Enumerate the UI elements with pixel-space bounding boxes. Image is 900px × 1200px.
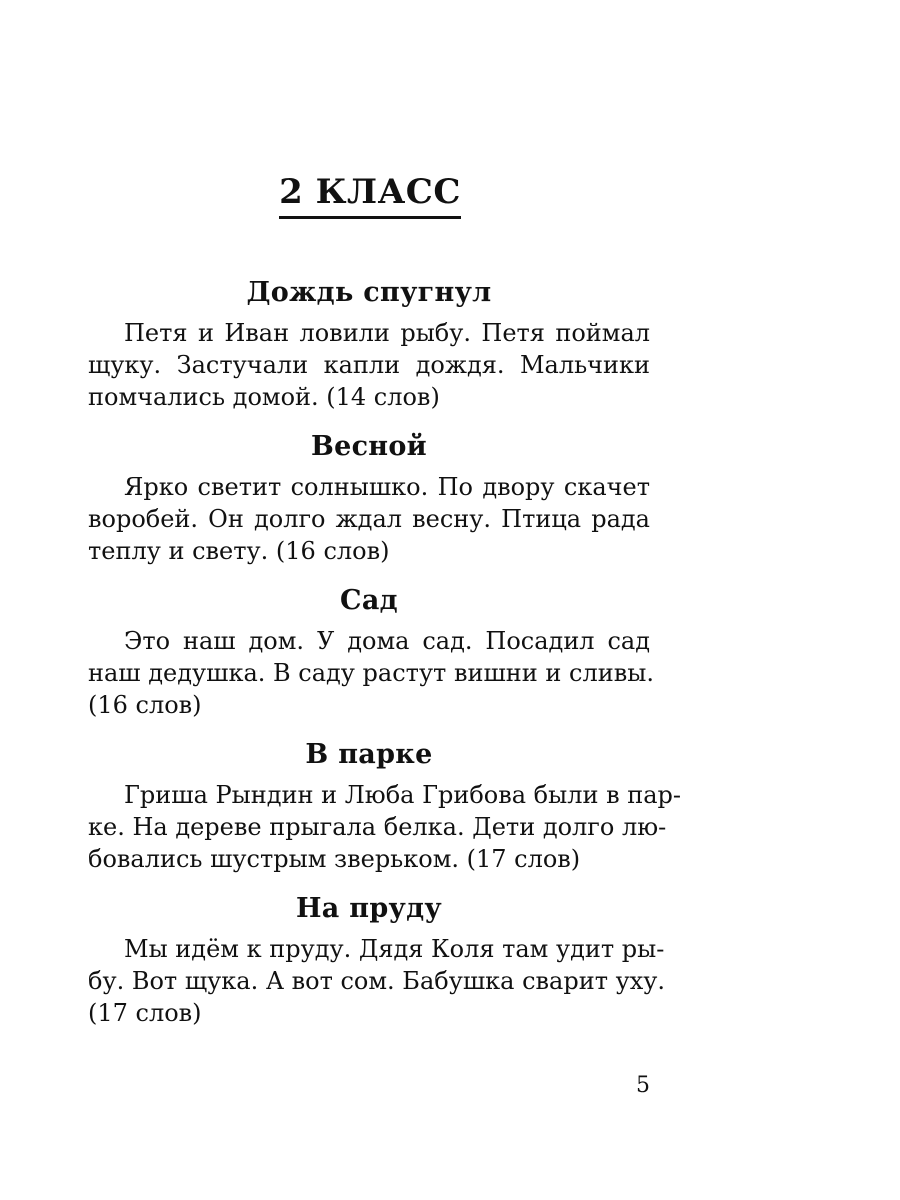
text-line: теплу и свету. (16 слов) [88, 537, 390, 565]
page-content [88, 275, 682, 1045]
text-line: Это наш дом. У дома сад. Посадил сад [124, 627, 650, 655]
page-number: 5 [636, 1073, 650, 1098]
section-sad [88, 583, 654, 721]
text-line: бовались шустрым зверьком. (17 слов) [88, 845, 581, 873]
section-text [88, 933, 666, 1029]
text-line: Мы идём к пруду. Дядя Коля там удит ры- [124, 935, 665, 963]
text-line: (16 слов) [88, 691, 202, 719]
section-vesnoy [88, 429, 650, 567]
section-text [88, 471, 650, 567]
section-title: Весной [310, 431, 428, 462]
text-line: ке. На дереве прыгала белка. Дети долго лю- [88, 813, 667, 841]
section-v-parke [88, 737, 682, 875]
text-line: щуку. Застучали капли дождя. Мальчики [88, 351, 650, 379]
section-text [88, 779, 682, 875]
section-text [88, 317, 650, 413]
text-line: воробей. Он долго ждал весну. Птица рада [88, 505, 650, 533]
section-dozhd-spugnul [88, 275, 650, 413]
text-line: Гриша Рындин и Люба Грибова были в пар- [124, 781, 682, 809]
section-title: Дождь спугнул [246, 277, 492, 308]
chapter-title [0, 172, 740, 219]
chapter-title-text: 2 КЛАСС [279, 172, 461, 219]
text-line: Ярко светит солнышко. По двору скачет [124, 473, 650, 501]
text-line: Петя и Иван ловили рыбу. Петя поймал [124, 319, 650, 347]
text-line: наш дедушка. В саду растут вишни и сливы. [88, 659, 654, 687]
text-line: бу. Вот щука. А вот сом. Бабушка сварит уху. [88, 967, 666, 995]
section-title: Сад [340, 585, 398, 616]
text-line: помчались домой. (14 слов) [88, 383, 440, 411]
section-na-prudu [88, 891, 666, 1029]
text-line: (17 слов) [88, 999, 202, 1027]
section-text [88, 625, 654, 721]
section-title: На пруду [295, 893, 442, 924]
section-title: В парке [305, 739, 433, 770]
